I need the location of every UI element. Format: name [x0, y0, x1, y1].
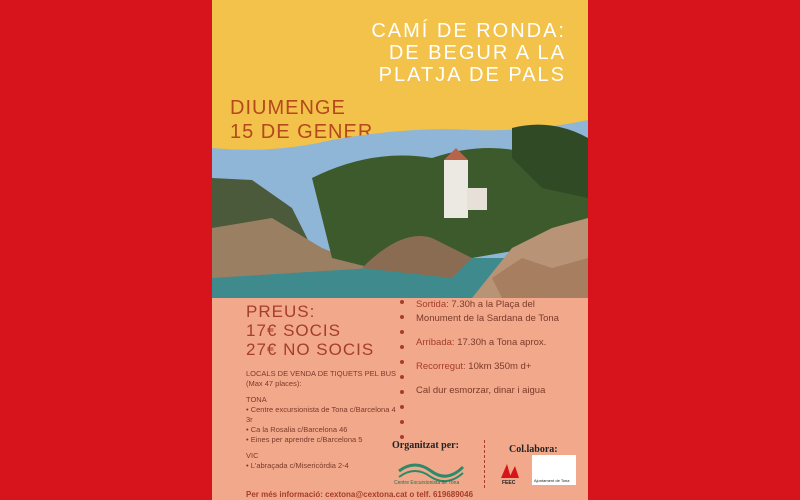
prices-label: PREUS:: [246, 302, 316, 321]
departure-info: Sortida: 7.30h a la Plaça del Monument de la Sardana de Tona: [416, 299, 559, 324]
poster: [212, 0, 588, 500]
collaborates-label: Col.labora:: [509, 444, 558, 455]
price-members: 17€ SOCIS: [246, 321, 341, 340]
bullet-dots: [400, 300, 406, 450]
trip-info: [416, 298, 576, 408]
ticket-outlets: LOCALS DE VENDA DE TIQUETS PEL BUS (Max 47 places): TONA • Centre excursionista de Tona c/Barcelona 4 3r • Ca la Rosalia c/Barcelona 46 • Eines per aprendre c/Barcelona 5 VIC • L'abraçada c/Misericòrdia 2-4: [246, 369, 397, 470]
divider: [484, 440, 485, 488]
route-info: Recorregut: 10km 350m d+: [416, 361, 532, 372]
price-non-members: 27€ NO SOCIS: [246, 340, 375, 359]
contact-footer: Per més informació: cextona@cextona.cat o telf. 619689046: [246, 490, 474, 499]
coast-photo: [212, 118, 588, 298]
org-name: Centre Excursionista de Tona: [394, 480, 460, 486]
organized-by-label: Organitzat per:: [392, 440, 459, 451]
feec-logo: [499, 460, 521, 480]
feec-label: FEEC: [502, 480, 516, 486]
prices-section: [246, 302, 401, 471]
cet-logo: [395, 455, 467, 483]
food-note: Cal dur esmorzar, dinar i aigua: [416, 385, 546, 396]
town-hall-label: Ajuntament de Tona: [534, 478, 570, 483]
event-date: DIUMENGE 15 DE GENER: [230, 97, 374, 143]
arrival-info: Arribada: 17.30h a Tona aprox.: [416, 337, 547, 348]
poster-title: CAMÍ DE RONDA: DE BEGUR A LA PLATJA DE PALS: [371, 20, 566, 86]
